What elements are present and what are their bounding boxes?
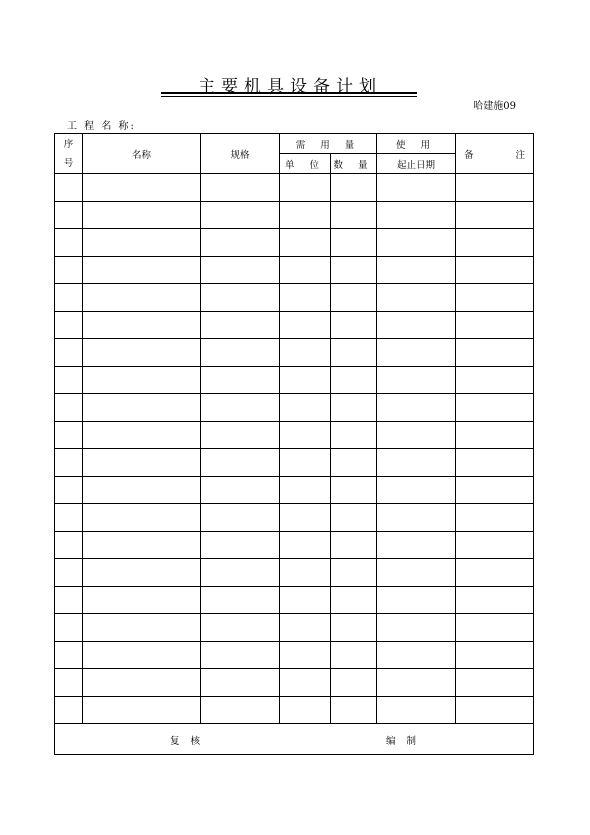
header-seq <box>55 134 83 174</box>
table-row <box>55 421 534 449</box>
table-cell[interactable] <box>280 394 331 422</box>
table-cell[interactable] <box>55 669 83 697</box>
table-cell[interactable] <box>201 641 280 669</box>
table-cell[interactable] <box>55 696 83 724</box>
table-cell[interactable] <box>456 284 534 312</box>
table-cell[interactable] <box>456 641 534 669</box>
table-cell[interactable] <box>55 641 83 669</box>
table-cell[interactable] <box>55 229 83 257</box>
table-cell[interactable] <box>280 201 331 229</box>
table-cell[interactable] <box>331 421 377 449</box>
table-cell[interactable] <box>280 476 331 504</box>
table-cell[interactable] <box>377 366 456 394</box>
table-cell[interactable] <box>83 476 201 504</box>
table-cell[interactable] <box>55 394 83 422</box>
table-cell[interactable] <box>456 586 534 614</box>
table-cell[interactable] <box>377 559 456 587</box>
table-cell[interactable] <box>280 504 331 532</box>
table-cell[interactable] <box>201 311 280 339</box>
table-cell[interactable] <box>331 559 377 587</box>
header-spec: 规格 <box>201 134 280 174</box>
table-cell[interactable] <box>83 696 201 724</box>
header-demand-label: 需 用 量 <box>295 139 361 151</box>
table-cell[interactable] <box>280 339 331 367</box>
table-cell[interactable] <box>83 229 201 257</box>
table-cell[interactable] <box>201 586 280 614</box>
form-code: 哈建施09 <box>473 101 516 112</box>
table-cell[interactable] <box>331 531 377 559</box>
table-cell[interactable] <box>83 201 201 229</box>
table-cell[interactable] <box>456 531 534 559</box>
table-cell[interactable] <box>83 421 201 449</box>
table-cell[interactable] <box>280 366 331 394</box>
table-cell[interactable] <box>456 559 534 587</box>
table-row <box>55 504 534 532</box>
table-cell[interactable] <box>456 366 534 394</box>
header-use-top <box>377 134 456 154</box>
header-qty-label: 数 量 <box>333 159 374 171</box>
table-cell[interactable] <box>331 229 377 257</box>
table-cell[interactable] <box>201 449 280 477</box>
table-cell[interactable] <box>331 394 377 422</box>
table-cell[interactable] <box>83 586 201 614</box>
table-row <box>55 201 534 229</box>
table-cell[interactable] <box>280 284 331 312</box>
table-cell[interactable] <box>456 229 534 257</box>
table-cell[interactable] <box>331 614 377 642</box>
table-cell[interactable] <box>456 311 534 339</box>
table-cell[interactable] <box>55 366 83 394</box>
table-cell[interactable] <box>201 531 280 559</box>
table-cell[interactable] <box>201 366 280 394</box>
table-cell[interactable] <box>331 339 377 367</box>
table-cell[interactable] <box>377 476 456 504</box>
table-cell[interactable] <box>280 449 331 477</box>
table-cell[interactable] <box>201 201 280 229</box>
table-cell[interactable] <box>331 174 377 202</box>
table-cell[interactable] <box>83 366 201 394</box>
table-cell[interactable] <box>456 174 534 202</box>
table-row <box>55 669 534 697</box>
table-cell[interactable] <box>456 696 534 724</box>
table-row <box>55 394 534 422</box>
table-cell[interactable] <box>83 531 201 559</box>
table-cell[interactable] <box>83 669 201 697</box>
table-cell[interactable] <box>201 696 280 724</box>
table-row <box>55 174 534 202</box>
table-cell[interactable] <box>377 229 456 257</box>
table-cell[interactable] <box>331 476 377 504</box>
table-cell[interactable] <box>331 366 377 394</box>
table-cell[interactable] <box>377 284 456 312</box>
signature-row <box>55 724 534 755</box>
header-unit-label: 单 位 <box>284 159 326 171</box>
table-cell[interactable] <box>201 504 280 532</box>
header-unit <box>280 154 331 174</box>
compile-label: 编 制 <box>386 736 421 747</box>
table-cell[interactable] <box>456 201 534 229</box>
table-cell[interactable] <box>201 559 280 587</box>
table-cell[interactable] <box>280 669 331 697</box>
table-cell[interactable] <box>83 339 201 367</box>
table-row <box>55 559 534 587</box>
header-qty <box>331 154 377 174</box>
table-cell[interactable] <box>83 174 201 202</box>
table-cell[interactable] <box>456 504 534 532</box>
table-cell[interactable] <box>201 229 280 257</box>
table-cell[interactable] <box>55 504 83 532</box>
review-label: 复 核 <box>170 736 205 747</box>
table-cell[interactable] <box>83 559 201 587</box>
table-cell[interactable] <box>377 256 456 284</box>
table-cell[interactable] <box>280 531 331 559</box>
header-name: 名称 <box>83 134 201 174</box>
table-cell[interactable] <box>201 476 280 504</box>
header-seq-top: 序 <box>63 138 74 150</box>
table-cell[interactable] <box>377 669 456 697</box>
table-cell[interactable] <box>280 559 331 587</box>
table-cell[interactable] <box>201 339 280 367</box>
table-cell[interactable] <box>280 311 331 339</box>
table-cell[interactable] <box>201 614 280 642</box>
table-cell[interactable] <box>280 696 331 724</box>
title-underline <box>161 92 417 94</box>
table-row <box>55 531 534 559</box>
table-cell[interactable] <box>377 504 456 532</box>
table-cell[interactable] <box>331 504 377 532</box>
table-row <box>55 284 534 312</box>
table-cell[interactable] <box>377 641 456 669</box>
table-cell[interactable] <box>83 614 201 642</box>
table-cell[interactable] <box>83 449 201 477</box>
table-cell[interactable] <box>201 174 280 202</box>
table-cell[interactable] <box>331 586 377 614</box>
table-cell[interactable] <box>280 229 331 257</box>
table-cell[interactable] <box>83 284 201 312</box>
table-cell[interactable] <box>377 311 456 339</box>
table-cell[interactable] <box>201 284 280 312</box>
table-cell[interactable] <box>331 201 377 229</box>
title-underline-thin <box>161 96 417 97</box>
table-row <box>55 476 534 504</box>
table-row <box>55 256 534 284</box>
table-cell[interactable] <box>377 421 456 449</box>
table-row <box>55 586 534 614</box>
table-cell[interactable] <box>377 586 456 614</box>
table-row <box>55 641 534 669</box>
header-demand <box>280 134 377 154</box>
table-cell[interactable] <box>83 641 201 669</box>
header-seq-bottom: 号 <box>63 157 74 169</box>
table-cell[interactable] <box>456 614 534 642</box>
table-row <box>55 449 534 477</box>
table-cell[interactable] <box>456 256 534 284</box>
table-cell[interactable] <box>331 641 377 669</box>
table-cell[interactable] <box>201 256 280 284</box>
table-cell[interactable] <box>55 531 83 559</box>
table-cell[interactable] <box>331 256 377 284</box>
table-cell[interactable] <box>331 311 377 339</box>
table-cell[interactable] <box>377 174 456 202</box>
table-cell[interactable] <box>55 614 83 642</box>
table-cell[interactable] <box>83 504 201 532</box>
table-row <box>55 311 534 339</box>
table-cell[interactable] <box>377 449 456 477</box>
table-row <box>55 229 534 257</box>
table-cell[interactable] <box>280 174 331 202</box>
table-cell[interactable] <box>377 696 456 724</box>
table-cell[interactable] <box>55 421 83 449</box>
header-remark-right: 注 <box>515 149 526 161</box>
table-cell[interactable] <box>201 421 280 449</box>
table-cell[interactable] <box>377 201 456 229</box>
table-cell[interactable] <box>201 394 280 422</box>
table-cell[interactable] <box>55 449 83 477</box>
equipment-plan-table <box>54 133 534 755</box>
table-cell[interactable] <box>456 449 534 477</box>
table-cell[interactable] <box>280 641 331 669</box>
page-title: 主要机具设备计划 <box>198 77 382 97</box>
table-cell[interactable] <box>280 586 331 614</box>
table-row <box>55 614 534 642</box>
table-cell[interactable] <box>331 696 377 724</box>
table-cell[interactable] <box>55 559 83 587</box>
table-cell[interactable] <box>83 394 201 422</box>
table-cell[interactable] <box>55 311 83 339</box>
table-cell[interactable] <box>280 256 331 284</box>
table-cell[interactable] <box>280 421 331 449</box>
table-cell[interactable] <box>55 201 83 229</box>
header-use-bottom: 起止日期 <box>377 154 456 174</box>
table-cell[interactable] <box>331 449 377 477</box>
table-cell[interactable] <box>456 394 534 422</box>
table-cell[interactable] <box>280 614 331 642</box>
table-cell[interactable] <box>83 256 201 284</box>
table-row <box>55 696 534 724</box>
table-cell[interactable] <box>55 339 83 367</box>
table-cell[interactable] <box>377 614 456 642</box>
table-cell[interactable] <box>83 311 201 339</box>
table-cell[interactable] <box>331 284 377 312</box>
header-remark-left: 备 <box>464 149 474 161</box>
header-use-top-label: 使 用 <box>396 139 437 151</box>
table-cell[interactable] <box>331 669 377 697</box>
table-cell[interactable] <box>55 256 83 284</box>
table-cell[interactable] <box>55 284 83 312</box>
table-cell[interactable] <box>456 339 534 367</box>
project-name-label: 工 程 名 称: <box>67 121 136 132</box>
table-cell[interactable] <box>201 669 280 697</box>
header-remark <box>456 134 534 174</box>
table-cell[interactable] <box>377 394 456 422</box>
table-cell[interactable] <box>377 531 456 559</box>
table-cell[interactable] <box>456 476 534 504</box>
table-cell[interactable] <box>456 421 534 449</box>
table-cell[interactable] <box>55 586 83 614</box>
table-cell[interactable] <box>456 669 534 697</box>
table-row <box>55 366 534 394</box>
table-cell[interactable] <box>377 339 456 367</box>
table-row <box>55 339 534 367</box>
table-cell[interactable] <box>55 174 83 202</box>
table-cell[interactable] <box>55 476 83 504</box>
